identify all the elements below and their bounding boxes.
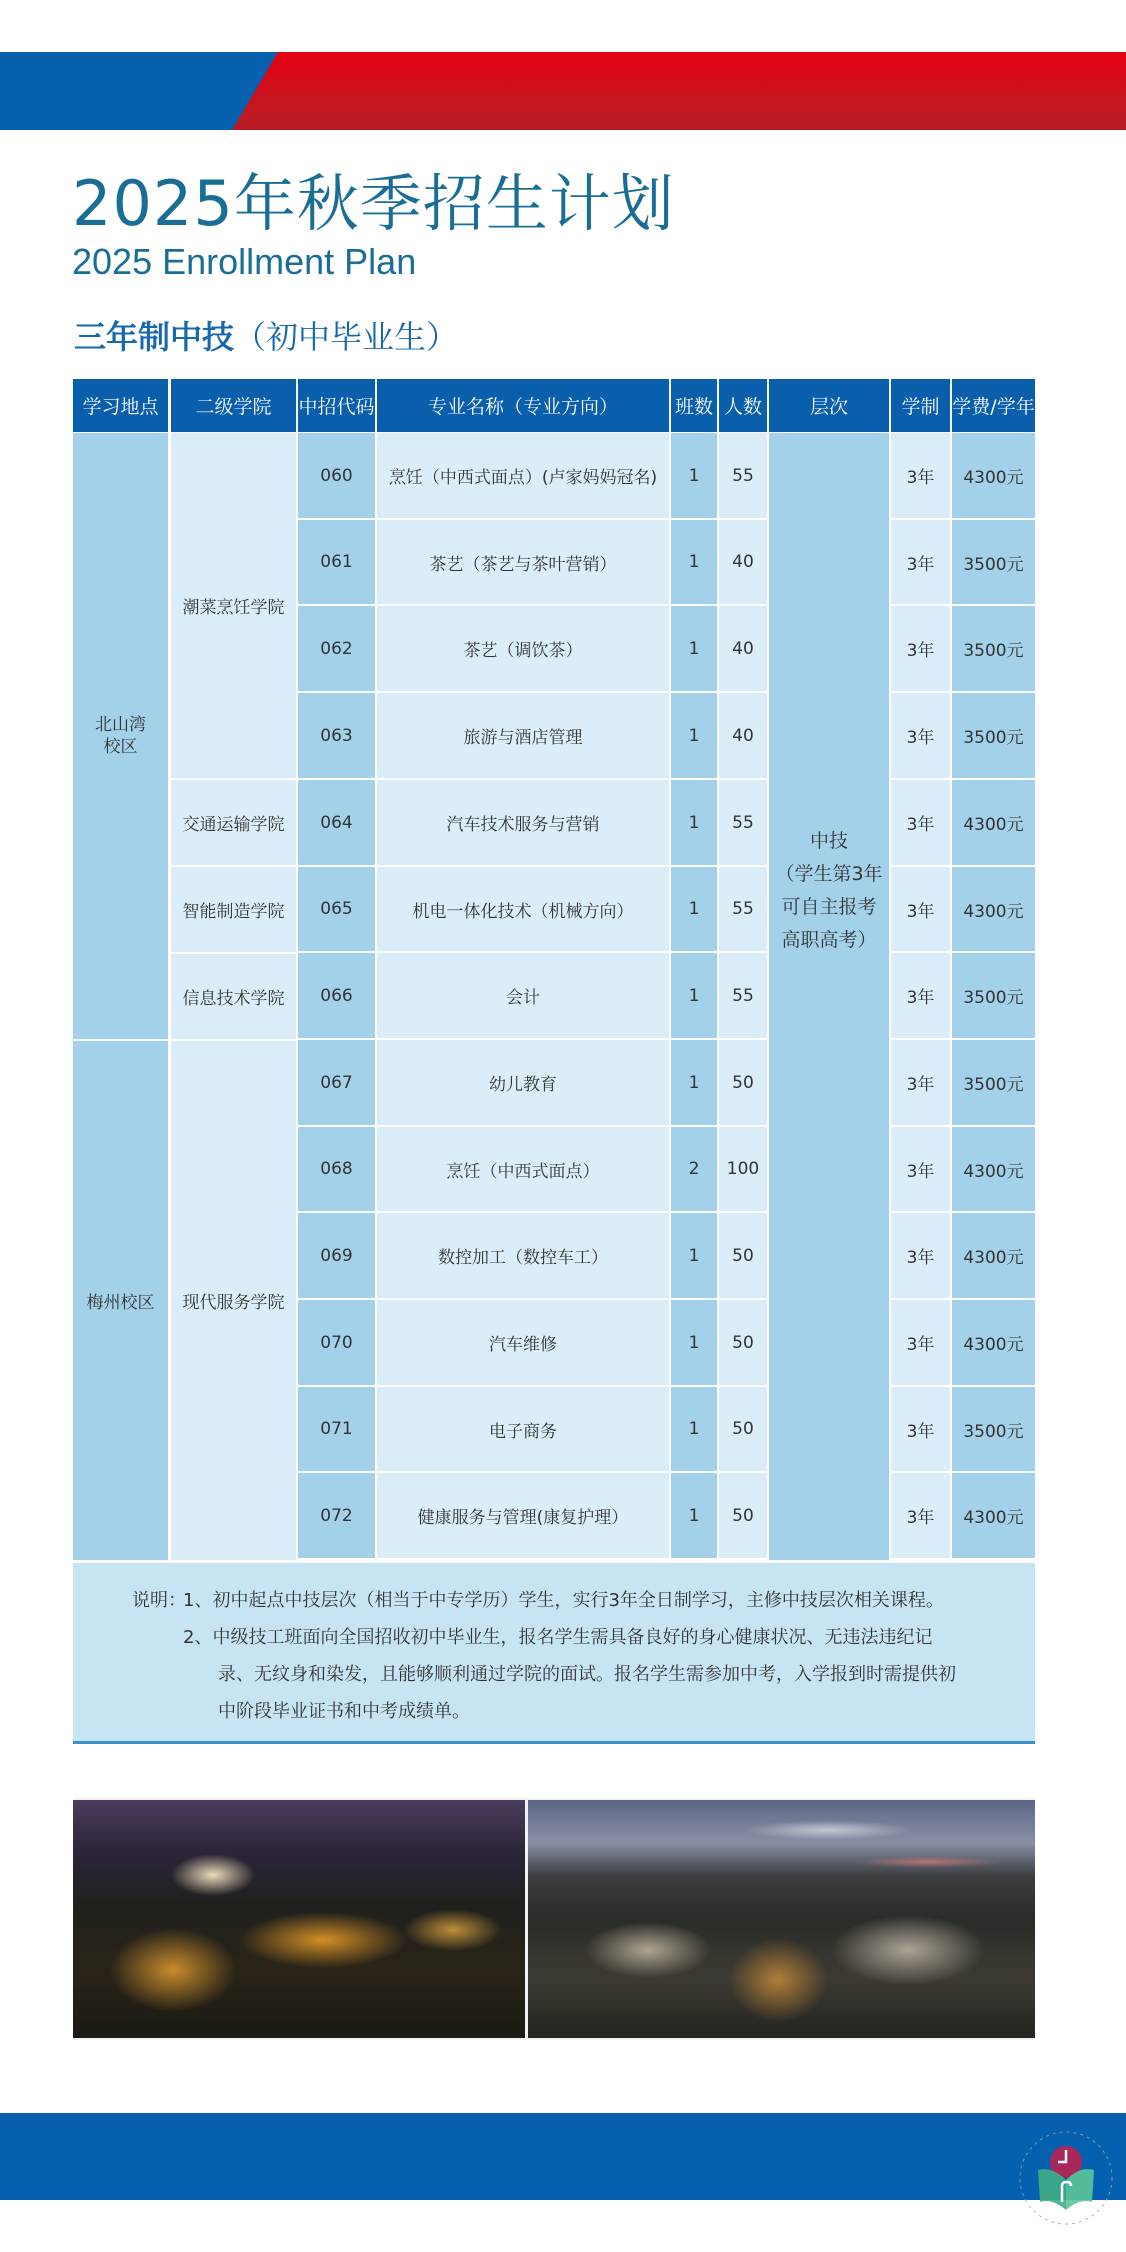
major-cell: 健康服务与管理(康复护理） — [377, 1473, 669, 1558]
classes-cell: 2 — [671, 1127, 717, 1211]
table-header — [73, 379, 1035, 432]
level-line: （学生第3年 — [775, 863, 883, 885]
section-heading-sub: （初中毕业生） — [234, 318, 459, 356]
duration-cell: 3年 — [891, 867, 950, 951]
fee-cell: 4300元 — [952, 1473, 1035, 1558]
classes-cell: 1 — [671, 1300, 717, 1385]
duration-cell: 3年 — [891, 1040, 950, 1125]
code-cell: 071 — [298, 1387, 375, 1471]
count-cell: 50 — [719, 1387, 767, 1471]
count-cell: 40 — [719, 520, 767, 604]
code-cell: 062 — [298, 606, 375, 691]
col-header-classes: 班数 — [671, 379, 717, 432]
fee-cell: 4300元 — [952, 867, 1035, 951]
classes-cell: 1 — [671, 780, 717, 865]
campus-name: 北山湾 — [95, 715, 146, 735]
col-header-fee: 学费/学年 — [952, 379, 1035, 432]
level-cell — [769, 433, 889, 1560]
fee-cell: 3500元 — [952, 953, 1035, 1038]
fee-cell: 4300元 — [952, 1127, 1035, 1211]
campus-name: 校区 — [103, 737, 138, 757]
count-cell: 50 — [719, 1040, 767, 1125]
note-item-2-cont: 录、无纹身和染发，且能够顺利通过学院的面试。报名学生需参加中考，入学报到时需提供初 — [218, 1664, 956, 1685]
campus-photo-right — [528, 1800, 1035, 2038]
major-cell: 幼儿教育 — [377, 1040, 669, 1125]
count-cell: 50 — [719, 1300, 767, 1385]
code-cell: 070 — [298, 1300, 375, 1385]
level-line: 可自主报考 — [781, 896, 877, 918]
major-cell: 烹饪（中西式面点） — [377, 1127, 669, 1211]
count-cell: 55 — [719, 953, 767, 1038]
duration-cell: 3年 — [891, 606, 950, 691]
count-cell: 50 — [719, 1213, 767, 1298]
code-cell: 069 — [298, 1213, 375, 1298]
major-cell: 烹饪（中西式面点）(卢家妈妈冠名) — [377, 433, 669, 518]
level-text-block — [769, 825, 889, 957]
college-cell: 现代服务学院 — [171, 1041, 296, 1560]
col-header-level: 层次 — [769, 379, 889, 432]
campus-photos — [73, 1798, 1035, 2040]
classes-cell: 1 — [671, 433, 717, 518]
fee-cell: 4300元 — [952, 1300, 1035, 1385]
college-cell: 交通运输学院 — [171, 780, 296, 865]
notes-label: 说明： — [132, 1590, 186, 1611]
count-cell: 55 — [719, 780, 767, 865]
college-cell: 潮菜烹饪学院 — [171, 433, 296, 778]
duration-cell: 3年 — [891, 433, 950, 518]
major-cell: 会计 — [377, 953, 669, 1038]
code-cell: 065 — [298, 867, 375, 951]
duration-cell: 3年 — [891, 1473, 950, 1558]
major-cell: 汽车维修 — [377, 1300, 669, 1385]
count-cell: 40 — [719, 693, 767, 778]
classes-cell: 1 — [671, 1040, 717, 1125]
col-header-duration: 学制 — [891, 379, 950, 432]
college-cell: 信息技术学院 — [171, 954, 296, 1039]
count-cell: 55 — [719, 867, 767, 951]
fee-cell: 4300元 — [952, 780, 1035, 865]
col-header-major: 专业名称（专业方向） — [377, 379, 669, 432]
campus-cell-beishanwan — [73, 433, 168, 1039]
classes-cell: 1 — [671, 520, 717, 604]
major-cell: 数控加工（数控车工） — [377, 1213, 669, 1298]
campus-photo-left — [73, 1800, 525, 2038]
duration-cell: 3年 — [891, 1127, 950, 1211]
classes-cell: 1 — [671, 1213, 717, 1298]
note-item-2-cont: 中阶段毕业证书和中考成绩单。 — [218, 1701, 470, 1722]
fee-cell: 3500元 — [952, 520, 1035, 604]
section-heading — [74, 314, 458, 360]
duration-cell: 3年 — [891, 1300, 950, 1385]
note-item-1: 1、初中起点中技层次（相当于中专学历）学生，实行3年全日制学习，主修中技层次相关课程。 — [183, 1590, 944, 1611]
duration-cell: 3年 — [891, 953, 950, 1038]
fee-cell: 4300元 — [952, 1213, 1035, 1298]
duration-cell: 3年 — [891, 1387, 950, 1471]
campus-name: 梅州校区 — [86, 1293, 155, 1313]
col-header-count: 人数 — [719, 379, 767, 432]
notes-box — [73, 1563, 1035, 1744]
duration-cell: 3年 — [891, 520, 950, 604]
duration-cell: 3年 — [891, 693, 950, 778]
fee-cell: 3500元 — [952, 693, 1035, 778]
count-cell: 50 — [719, 1473, 767, 1558]
col-header-code: 中招代码 — [298, 379, 375, 432]
page-title: 2025年秋季招生计划 — [72, 167, 675, 240]
level-line: 中技 — [809, 830, 848, 852]
fee-cell: 3500元 — [952, 606, 1035, 691]
major-cell: 茶艺（调饮茶） — [377, 606, 669, 691]
page-subtitle-en: 2025 Enrollment Plan — [72, 241, 417, 282]
count-cell: 55 — [719, 433, 767, 518]
code-cell: 066 — [298, 953, 375, 1038]
note-item-2: 2、中级技工班面向全国招收初中毕业生，报名学生需具备良好的身心健康状况、无违法违纪记 — [183, 1627, 933, 1648]
school-emblem-icon — [1018, 2130, 1114, 2226]
top-banner — [0, 52, 1126, 130]
code-cell: 067 — [298, 1040, 375, 1125]
classes-cell: 1 — [671, 606, 717, 691]
count-cell: 100 — [719, 1127, 767, 1211]
campus-cell-meizhou — [73, 1041, 168, 1560]
major-cell: 旅游与酒店管理 — [377, 693, 669, 778]
fee-cell: 4300元 — [952, 433, 1035, 518]
code-cell: 068 — [298, 1127, 375, 1211]
section-heading-main: 三年制中技 — [74, 318, 235, 356]
major-cell: 电子商务 — [377, 1387, 669, 1471]
fee-cell: 3500元 — [952, 1387, 1035, 1471]
major-cell: 茶艺（茶艺与茶叶营销） — [377, 520, 669, 604]
classes-cell: 1 — [671, 867, 717, 951]
code-cell: 061 — [298, 520, 375, 604]
footer-band — [0, 2113, 1126, 2200]
classes-cell: 1 — [671, 953, 717, 1038]
duration-cell: 3年 — [891, 780, 950, 865]
duration-cell: 3年 — [891, 1213, 950, 1298]
major-cell: 机电一体化技术（机械方向） — [377, 867, 669, 951]
count-cell: 40 — [719, 606, 767, 691]
classes-cell: 1 — [671, 1473, 717, 1558]
level-line: 高职高考） — [781, 929, 877, 951]
fee-cell: 3500元 — [952, 1040, 1035, 1125]
code-cell: 060 — [298, 433, 375, 518]
col-header-college: 二级学院 — [171, 379, 296, 432]
code-cell: 063 — [298, 693, 375, 778]
classes-cell: 1 — [671, 693, 717, 778]
code-cell: 064 — [298, 780, 375, 865]
classes-cell: 1 — [671, 1387, 717, 1471]
code-cell: 072 — [298, 1473, 375, 1558]
major-cell: 汽车技术服务与营销 — [377, 780, 669, 865]
col-header-location: 学习地点 — [73, 379, 168, 432]
college-cell: 智能制造学院 — [171, 867, 296, 952]
